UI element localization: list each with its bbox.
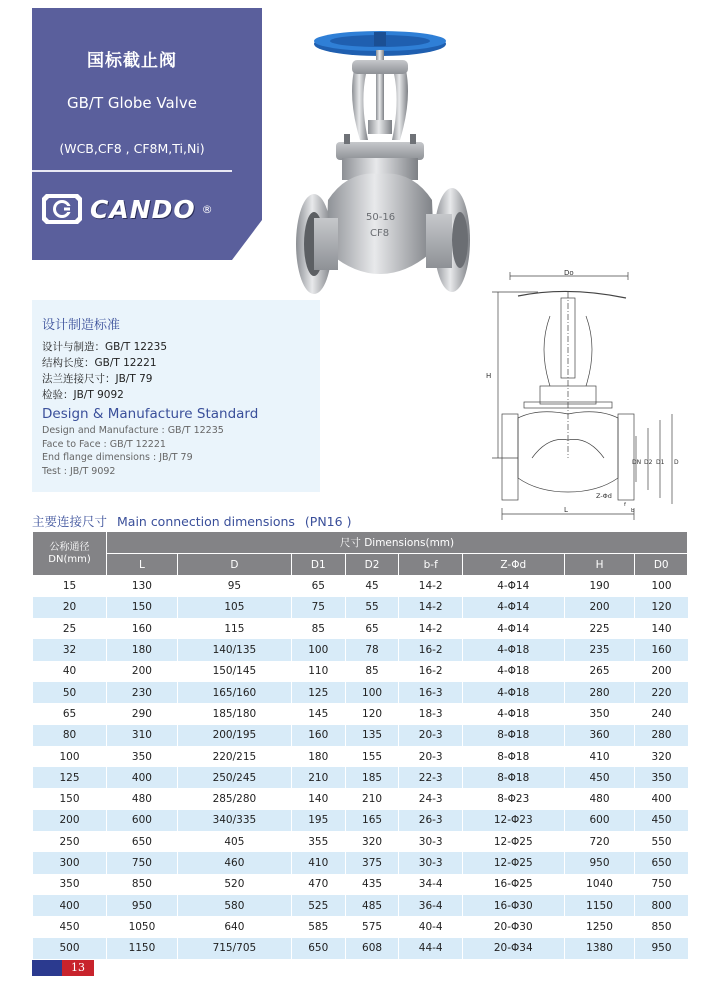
table-column-header-row [33,554,688,576]
dimension-cell: 220 [635,682,688,703]
dimension-cell: 120 [635,597,688,618]
dn-cell: 40 [33,661,107,682]
dimension-cell: 850 [107,874,178,895]
dimensions-group-header: 尺寸 Dimensions(mm) [107,532,688,554]
dimension-cell: 225 [564,618,635,639]
dimension-cell: 24-3 [399,788,462,809]
dimension-cell: 850 [635,916,688,937]
dn-cell: 450 [33,916,107,937]
drawing-label-d1: D1 [656,459,665,466]
dimension-cell: 200 [635,661,688,682]
dimension-cell: 750 [635,874,688,895]
dimension-cell: 950 [635,938,688,959]
dn-cell: 300 [33,852,107,873]
dimension-cell: 410 [291,852,345,873]
dimension-cell: 160 [291,725,345,746]
dimension-cell: 410 [564,746,635,767]
table-row [33,788,688,809]
dimension-cell: 600 [107,810,178,831]
dimension-cell: 575 [345,916,399,937]
dimension-cell: 285/280 [177,788,291,809]
dn-column-header: 公称通径 DN(mm) [33,532,107,576]
column-header: b-f [399,554,462,576]
valve-technical-drawing [478,268,688,522]
dimension-cell: 460 [177,852,291,873]
dimension-cell: 750 [107,852,178,873]
dimension-cell: 350 [564,703,635,724]
dimension-cell: 1050 [107,916,178,937]
banner-corner-cut [232,220,262,260]
dimension-cell: 450 [635,810,688,831]
dimension-cell: 130 [107,576,178,597]
standards-title-cn: 设计制造标准 [42,318,121,333]
dimension-cell: 100 [635,576,688,597]
standards-title-en: Design & Manufacture Standard [42,406,259,422]
column-header: D0 [635,554,688,576]
drawing-label-do: Do [564,269,574,277]
dimension-cell: 140 [635,618,688,639]
standard-line-cn: 设计与制造：GB/T 12235 [42,341,168,353]
dn-cell: 100 [33,746,107,767]
dimension-cell: 1250 [564,916,635,937]
dimension-cell: 375 [345,852,399,873]
dimension-cell: 185 [345,767,399,788]
dimension-cell: 4-Φ14 [462,576,564,597]
dimension-cell: 20-Φ34 [462,938,564,959]
drawing-label-l: L [564,506,568,514]
dimension-cell: 65 [291,576,345,597]
dimension-cell: 155 [345,746,399,767]
table-row [33,852,688,873]
table-row [33,767,688,788]
dimension-cell: 75 [291,597,345,618]
dimension-cell: 16-Φ30 [462,895,564,916]
dimension-cell: 195 [291,810,345,831]
dimension-cell: 4-Φ14 [462,618,564,639]
dimension-cell: 12-Φ25 [462,852,564,873]
dn-cell: 150 [33,788,107,809]
table-row [33,746,688,767]
dimension-cell: 180 [291,746,345,767]
dimension-cell: 8-Φ18 [462,725,564,746]
dimension-cell: 4-Φ14 [462,597,564,618]
cando-logo-icon [40,192,84,226]
drawing-label-b: b [631,508,635,514]
dimension-cell: 20-Φ30 [462,916,564,937]
dn-cell: 25 [33,618,107,639]
standard-line-cn: 结构长度：GB/T 12221 [42,357,157,369]
table-row [33,916,688,937]
dn-cell: 350 [33,874,107,895]
drawing-label-zphid: Z-Φd [596,492,612,500]
dimension-cell: 360 [564,725,635,746]
dimension-cell: 14-2 [399,576,462,597]
dimension-cell: 200 [107,661,178,682]
dn-cell: 500 [33,938,107,959]
dimension-cell: 520 [177,874,291,895]
dn-cell: 50 [33,682,107,703]
dimension-cell: 800 [635,895,688,916]
dimension-cell: 150/145 [177,661,291,682]
dimension-cell: 55 [345,597,399,618]
dimension-cell: 320 [635,746,688,767]
dimension-cell: 8-Φ18 [462,767,564,788]
table-row [33,874,688,895]
dimension-cell: 18-3 [399,703,462,724]
dimension-cell: 115 [177,618,291,639]
dimension-cell: 16-2 [399,661,462,682]
dimension-cell: 400 [107,767,178,788]
dimension-cell: 250/245 [177,767,291,788]
column-header: D1 [291,554,345,576]
table-row [33,576,688,597]
standard-line-en: Face to Face : GB/T 12221 [42,438,166,450]
dimension-cell: 230 [107,682,178,703]
dimension-cell: 480 [107,788,178,809]
dimension-cell: 20-3 [399,746,462,767]
dimension-cell: 125 [291,682,345,703]
dimension-cell: 608 [345,938,399,959]
dimension-cell: 400 [635,788,688,809]
dimension-cell: 720 [564,831,635,852]
dimension-cell: 4-Φ18 [462,639,564,660]
table-row [33,938,688,959]
dimension-cell: 290 [107,703,178,724]
brand-name: CANDO [90,194,196,224]
table-row [33,725,688,746]
dimension-cell: 120 [345,703,399,724]
dimension-cell: 85 [345,661,399,682]
dimension-cell: 145 [291,703,345,724]
table-row [33,703,688,724]
dimension-cell: 16-3 [399,682,462,703]
dimension-cell: 95 [177,576,291,597]
dimension-cell: 240 [635,703,688,724]
brand-logo [40,192,213,226]
dn-cell: 20 [33,597,107,618]
globe-valve-photo [288,30,488,298]
dn-cell: 125 [33,767,107,788]
product-title-en: GB/T Globe Valve [67,94,197,112]
dn-cell: 65 [33,703,107,724]
dimension-cell: 435 [345,874,399,895]
dimension-cell: 160 [635,639,688,660]
dimension-cell: 36-4 [399,895,462,916]
dimension-cell: 22-3 [399,767,462,788]
dimension-cell: 45 [345,576,399,597]
dimension-cell: 220/215 [177,746,291,767]
dimension-cell: 160 [107,618,178,639]
dimension-cell: 16-2 [399,639,462,660]
dimension-cell: 340/335 [177,810,291,831]
dn-cell: 15 [33,576,107,597]
banner-divider [32,170,232,172]
dimension-cell: 165/160 [177,682,291,703]
dimension-cell: 650 [635,852,688,873]
dimension-cell: 310 [107,725,178,746]
dimension-cell: 135 [345,725,399,746]
dimension-cell: 12-Φ23 [462,810,564,831]
dimension-cell: 105 [177,597,291,618]
drawing-label-h: H [486,372,492,380]
standard-line-en: End flange dimensions : JB/T 79 [42,452,193,463]
standard-line-cn: 法兰连接尺寸：JB/T 79 [42,373,153,385]
dimension-cell: 480 [564,788,635,809]
product-materials: (WCB,CF8 , CF8M,Ti,Ni) [59,141,205,156]
dimension-cell: 950 [107,895,178,916]
dimension-cell: 1150 [107,938,178,959]
column-header: D [177,554,291,576]
dimension-cell: 30-3 [399,852,462,873]
table-header-row [33,532,688,554]
dimension-cell: 16-Φ25 [462,874,564,895]
dimension-cell: 715/705 [177,938,291,959]
dimension-cell: 185/180 [177,703,291,724]
dimension-cell: 350 [107,746,178,767]
dimension-cell: 1040 [564,874,635,895]
casting-mark-pressure: 50-16 [366,212,396,223]
table-row [33,661,688,682]
dimension-cell: 580 [177,895,291,916]
dimension-cell: 78 [345,639,399,660]
table-pressure-rating: (PN16 ) [304,514,352,529]
dimension-cell: 8-Φ18 [462,746,564,767]
dimension-cell: 140/135 [177,639,291,660]
dimension-cell: 140 [291,788,345,809]
dimension-cell: 650 [107,831,178,852]
table-row [33,618,688,639]
dimension-cell: 640 [177,916,291,937]
footer-blue-bar [32,960,62,976]
dimension-cell: 355 [291,831,345,852]
dimension-cell: 600 [564,810,635,831]
drawing-label-d2: D2 [644,459,653,466]
dimension-cell: 200 [564,597,635,618]
dimension-cell: 950 [564,852,635,873]
table-row [33,810,688,831]
dimension-cell: 525 [291,895,345,916]
casting-mark-material: CF8 [370,228,390,239]
dimension-cell: 450 [564,767,635,788]
dimension-cell: 280 [635,725,688,746]
table-row [33,895,688,916]
drawing-label-f: f [624,502,626,508]
dimension-cell: 150 [107,597,178,618]
dimension-cell: 585 [291,916,345,937]
dimension-cell: 1150 [564,895,635,916]
dimension-cell: 34-4 [399,874,462,895]
dimension-cell: 44-4 [399,938,462,959]
column-header: H [564,554,635,576]
dimension-cell: 100 [345,682,399,703]
dimension-cell: 8-Φ23 [462,788,564,809]
dimension-cell: 110 [291,661,345,682]
dimension-cell: 550 [635,831,688,852]
column-header: D2 [345,554,399,576]
page-number: 13 [62,960,94,976]
table-title-cn: 主要连接尺寸 [32,514,108,529]
standard-line-en: Test : JB/T 9092 [42,465,116,477]
dimensions-table [32,531,688,959]
column-header: Z-Φd [462,554,564,576]
column-header: L [107,554,178,576]
dimension-cell: 190 [564,576,635,597]
dimension-cell: 40-4 [399,916,462,937]
dimension-cell: 4-Φ18 [462,682,564,703]
table-row [33,597,688,618]
dimension-cell: 265 [564,661,635,682]
dimension-cell: 100 [291,639,345,660]
dimension-cell: 30-3 [399,831,462,852]
dimension-cell: 470 [291,874,345,895]
dimensions-table-title [32,512,357,530]
dimension-cell: 180 [107,639,178,660]
standard-line-cn: 检验：JB/T 9092 [42,389,124,401]
dimension-cell: 650 [291,938,345,959]
dn-cell: 32 [33,639,107,660]
dimension-cell: 210 [345,788,399,809]
dimension-cell: 12-Φ25 [462,831,564,852]
dimension-cell: 85 [291,618,345,639]
product-title-cn: 国标截止阀 [87,51,177,71]
dimension-cell: 165 [345,810,399,831]
dimension-cell: 200/195 [177,725,291,746]
table-title-en: Main connection dimensions [117,514,295,529]
dimension-cell: 210 [291,767,345,788]
dn-cell: 80 [33,725,107,746]
dimension-cell: 14-2 [399,618,462,639]
dimension-cell: 350 [635,767,688,788]
dimension-cell: 4-Φ18 [462,661,564,682]
table-row [33,831,688,852]
dimension-cell: 26-3 [399,810,462,831]
dimension-cell: 1380 [564,938,635,959]
dimension-cell: 235 [564,639,635,660]
dimension-cell: 65 [345,618,399,639]
standards-panel [32,300,320,492]
dimension-cell: 405 [177,831,291,852]
dimension-cell: 280 [564,682,635,703]
table-row [33,639,688,660]
table-body [33,576,688,959]
drawing-label-dn: DN [632,459,642,466]
standard-line-en: Design and Manufacture : GB/T 12235 [42,425,224,436]
dn-cell: 250 [33,831,107,852]
dimension-cell: 20-3 [399,725,462,746]
dn-cell: 200 [33,810,107,831]
table-row [33,682,688,703]
dimension-cell: 485 [345,895,399,916]
dn-cell: 400 [33,895,107,916]
dimension-cell: 4-Φ18 [462,703,564,724]
title-banner [32,8,262,260]
drawing-label-d: D [674,459,679,466]
dimension-cell: 320 [345,831,399,852]
registered-mark: ® [201,202,213,216]
dimension-cell: 14-2 [399,597,462,618]
